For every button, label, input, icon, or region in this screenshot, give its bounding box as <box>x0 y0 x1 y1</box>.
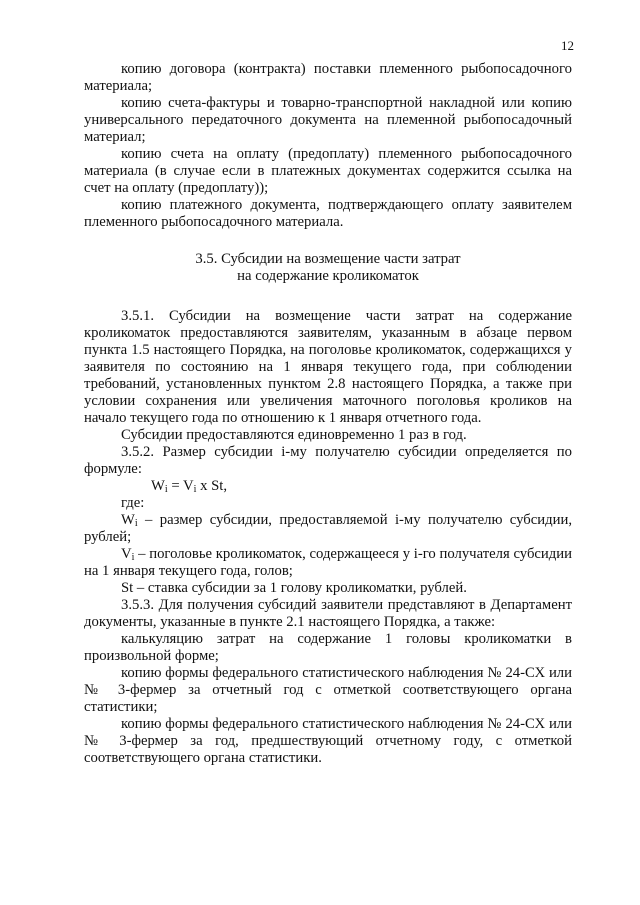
definition-subscript: i <box>131 552 135 563</box>
formula-w-subscript: i <box>164 484 168 495</box>
clause-3-5-1: 3.5.1. Субсидии на возмещение части затрат на содержание кроликоматок предоставляются заявителям, указанным в абзаце первом пункта 1.5 настоящего Порядка, на поголовье кроликоматок, содержащихся у заявителя по состоянию на 1 января текущего года, при соблюдении требований, установленных пунктом 2.8 настоящего Порядка, а также при условии сохранения или увеличения маточного поголовья кроликов на начало текущего года по отношению к 1 января отчетного года. <box>84 308 572 426</box>
formula-rest: x St, <box>196 478 228 494</box>
definition-text: – размер субсидии, предоставляемой i-му получателю субсидии, рублей; <box>84 512 572 545</box>
formula <box>84 478 572 495</box>
definition-text: – поголовье кроликоматок, содержащееся у i-го получателя субсидии на 1 января текущего года, голов; <box>84 546 572 579</box>
section-heading-line-2: на содержание кроликоматок <box>237 268 419 284</box>
section-heading-line-1: 3.5. Субсидии на возмещение части затрат <box>195 251 461 267</box>
final-item: калькуляцию затрат на содержание 1 головы кроликоматки в произвольной форме; <box>84 631 572 664</box>
where-label: где: <box>121 495 145 511</box>
intro-item: копию счета на оплату (предоплату) племенного рыбопосадочного материала (в случае если в платежных документах содержится ссылка на счет на оплату (предоплату)); <box>84 146 572 196</box>
formula-v-subscript: i <box>193 484 197 495</box>
definition-symbol: W <box>121 512 135 528</box>
clause-3-5-2: 3.5.2. Размер субсидии i-му получателю субсидии определяется по формуле: <box>84 444 572 477</box>
definition-w <box>84 512 572 546</box>
definition-symbol: V <box>121 546 132 562</box>
clause-3-5-3: 3.5.3. Для получения субсидий заявители представляют в Департамент документы, указанные в пункте 2.1 настоящего Порядка, а также: <box>84 597 572 630</box>
spacer <box>84 285 572 308</box>
intro-item: копию счета-фактуры и товарно-транспортной накладной или копию универсального передаточного документа на племенной рыбопосадочный материал; <box>84 95 572 145</box>
definition-st: St – ставка субсидии за 1 голову кроликоматки, рублей. <box>121 580 467 596</box>
formula-v-symbol: V <box>183 478 194 494</box>
spacer <box>84 231 572 251</box>
intro-item: копию платежного документа, подтверждающего оплату заявителем племенного рыбопосадочного материала. <box>84 197 572 230</box>
one-time-note: Субсидии предоставляются единовременно 1 раз в год. <box>121 427 467 443</box>
formula-w-symbol: W <box>151 478 165 494</box>
definition-v <box>84 546 572 580</box>
definition-subscript: i <box>134 518 138 529</box>
page-number: 12 <box>561 38 574 53</box>
final-item: копию формы федерального статистического наблюдения № 24-СХ или № 3-фермер за год, предшествующий отчетному году, с отметкой соответствующего органа статистики. <box>84 716 572 766</box>
formula-equals: = <box>167 478 184 494</box>
final-item: копию формы федерального статистического наблюдения № 24-СХ или № 3-фермер за отчетный год с отметкой соответствующего органа статистики; <box>84 665 572 715</box>
document-body <box>84 61 572 767</box>
intro-item: копию договора (контракта) поставки племенного рыбопосадочного материала; <box>84 61 572 94</box>
